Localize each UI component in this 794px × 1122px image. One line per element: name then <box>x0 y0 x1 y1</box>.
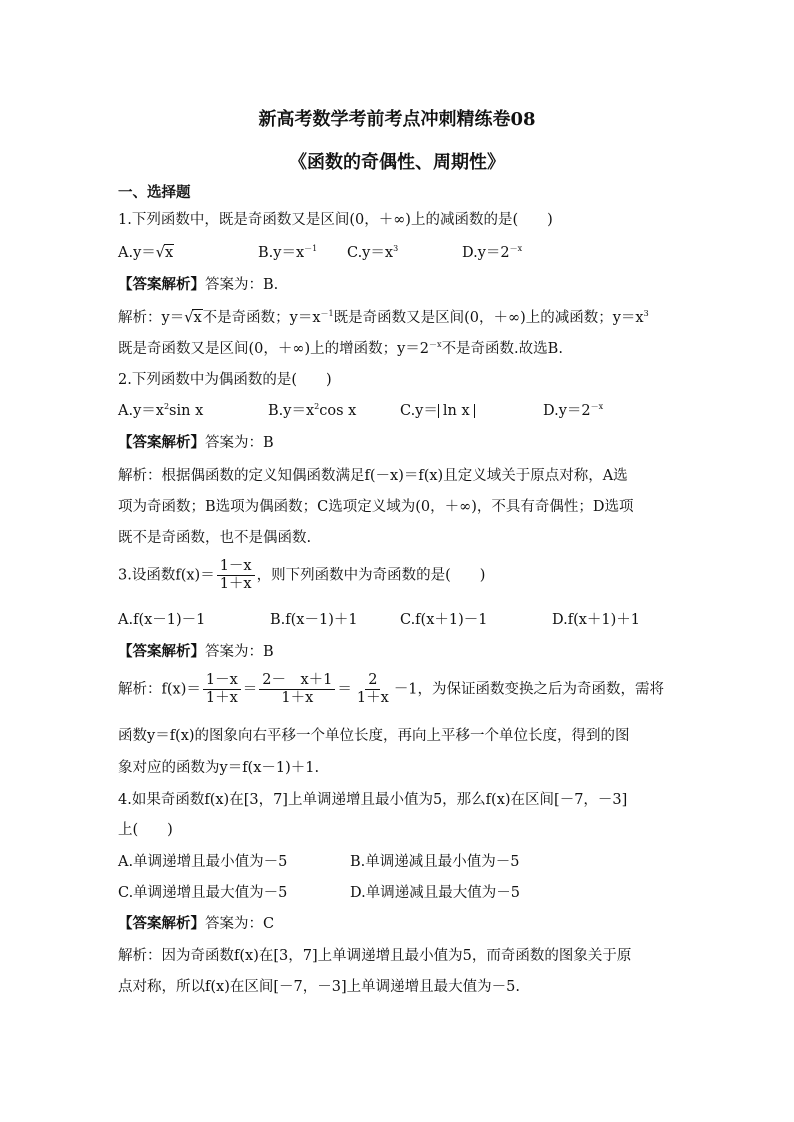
q2-answer: 【答案解析】答案为：B <box>118 434 274 451</box>
q1-option-b: $B.y=x^{-1}$ <box>258 244 318 261</box>
q3-stem: 3.设函数f(x)＝ $\frac{1-x}{1+x}$ ，则下列函数中为奇函数的是( ) <box>118 558 486 592</box>
q4-stem-line1: 4.如果奇函数f(x)在[3，7]上单调递增且最小值为5，那么f(x)在区间[－7，－3] <box>118 792 628 808</box>
doc-subtitle: 《函数的奇偶性、周期性》 <box>289 152 505 173</box>
q3-option-b: B.f(x－1)＋1 <box>270 612 358 628</box>
q3-option-d: D.f(x＋1)＋1 <box>552 612 641 628</box>
q4-option-d: D.单调递减且最大值为－5 <box>350 885 520 901</box>
q4-stem-line2: 上( ) <box>118 822 173 838</box>
q3-explanation-line1: 解析：f(x)＝ $\frac{1-x}{1+x}$ ＝ $\frac{2- x+1}{1+x}$ ＝ $\frac{2}{1+x}$ －1，为保证函数变换之后为奇函数，需将 <box>118 672 665 706</box>
q3-explanation-line2: 函数y＝f(x)的图象向右平移一个单位长度，再向上平移一个单位长度，得到的图 <box>118 728 630 744</box>
q4-option-a: A.单调递增且最小值为－5 <box>118 854 288 870</box>
q2-option-d: $D.y=2^{-x}$ <box>543 402 604 419</box>
q1-option-d: $D.y=2^{-x}$ <box>462 244 523 261</box>
q2-option-b: $B.y=x^2\cos$ x <box>268 402 357 419</box>
q2-explanation-line1: 解析：根据偶函数的定义知偶函数满足f(－x)＝f(x)且定义域关于原点对称，A选 <box>118 468 628 484</box>
fraction: $\frac{2- x+1}{1+x}$ <box>259 672 335 707</box>
q3-option-c: C.f(x＋1)－1 <box>400 612 488 628</box>
q4-explanation-line1: 解析：因为奇函数f(x)在[3，7]上单调递增且最小值为5，而奇函数的图象关于原 <box>118 948 632 964</box>
q1-option-a: A.y＝√x <box>118 245 174 261</box>
q2-option-a: $A.y=x^2\sin$ x <box>118 402 204 419</box>
fraction: $\frac{1-x}{1+x}$ <box>217 558 255 593</box>
fraction: $\frac{1-x}{1+x}$ <box>203 672 241 707</box>
q4-answer: 【答案解析】答案为：C <box>118 915 275 932</box>
q2-explanation-line2: 项为奇函数；B选项为偶函数；C选项定义域为(0，＋∞)，不具有奇偶性；D选项 <box>118 499 634 515</box>
q1-answer: 【答案解析】答案为：B. <box>118 276 279 293</box>
doc-title: 新高考数学考前考点冲刺精练卷08 <box>258 109 536 130</box>
q3-option-a: A.f(x－1)－1 <box>118 612 206 628</box>
q1-explanation-line1: 解析：y＝√x不是奇函数；$y=x^{-1}$既是奇函数又是区间(0，＋∞)上的减函数；$y=x^3$ <box>118 309 649 327</box>
q4-option-c: C.单调递增且最大值为－5 <box>118 885 288 901</box>
fraction: $\frac{2}{1+x}$ <box>356 672 389 706</box>
q2-option-c: C.y＝ ln x <box>400 401 475 421</box>
q1-explanation-line2: 既是奇函数又是区间(0，＋∞)上的增函数；$y=2^{-x}$不是奇函数.故选B. <box>118 340 563 357</box>
q4-explanation-line2: 点对称，所以f(x)在区间[－7，－3]上单调递增且最大值为－5. <box>118 979 520 995</box>
q1-stem: 1.下列函数中，既是奇函数又是区间(0，＋∞)上的减函数的是( ) <box>118 212 553 228</box>
q2-explanation-line3: 既不是奇函数，也不是偶函数. <box>118 530 312 546</box>
section-heading: 一、选择题 <box>118 184 191 201</box>
q2-stem: 2.下列函数中为偶函数的是( ) <box>118 372 332 388</box>
q3-explanation-line3: 象对应的函数为y＝f(x－1)＋1. <box>118 760 320 776</box>
sqrt-symbol: √ <box>155 244 166 262</box>
q4-option-b: B.单调递减且最小值为－5 <box>350 854 520 870</box>
q1-options <box>118 243 174 263</box>
q3-answer: 【答案解析】答案为：B <box>118 643 274 660</box>
q1-option-c: $C.y=x^3$ <box>347 244 399 261</box>
